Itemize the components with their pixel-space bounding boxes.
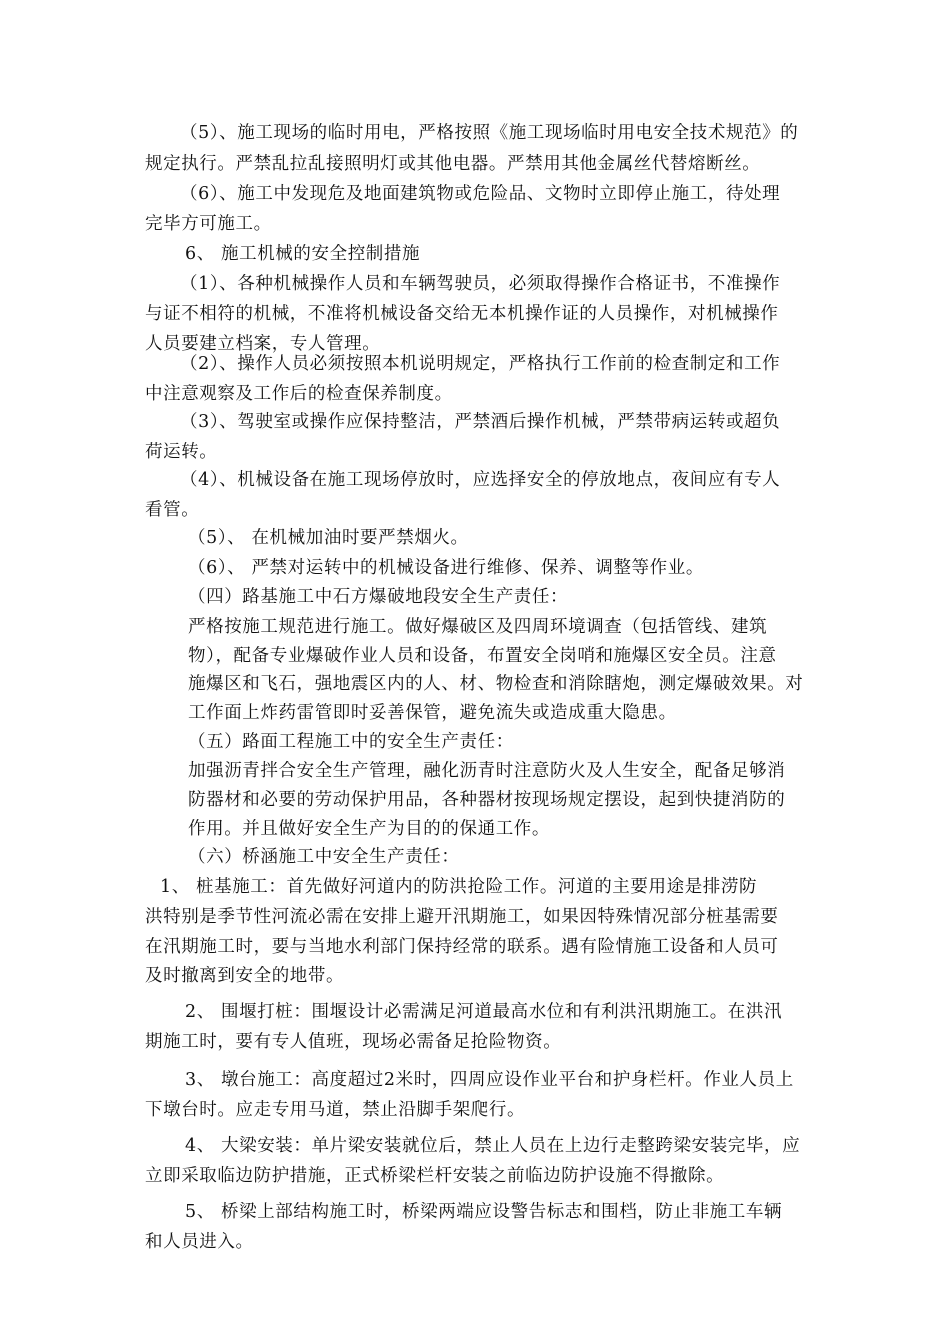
section-heading: （六）桥涵施工中安全生产责任： — [188, 847, 460, 867]
text-line: （3）、驾驶室或操作应保持整洁，严禁酒后操作机械，严禁带病运转或超负 — [180, 412, 781, 432]
text-line: 荷运转。 — [145, 442, 218, 462]
text-line: （1）、各种机械操作人员和车辆驾驶员，必须取得操作合格证书，不准操作 — [180, 274, 781, 294]
text-line: 4、 大梁安装：单片梁安装就位后，禁止人员在上边行走整跨梁安装完毕，应 — [185, 1136, 801, 1156]
text-line: 工作面上炸药雷管即时妥善保管，避免流失或造成重大隐患。 — [188, 703, 677, 723]
text-line: （6）、施工中发现危及地面建筑物或危险品、文物时立即停止施工，待处理 — [180, 184, 781, 204]
text-line: 与证不相符的机械，不准将机械设备交给无本机操作证的人员操作，对机械操作 — [145, 304, 779, 324]
section-heading: （五）路面工程施工中的安全生产责任： — [188, 732, 514, 752]
text-line: 严格按施工规范进行施工。做好爆破区及四周环境调查（包括管线、建筑 — [188, 617, 768, 637]
text-line: （5）、施工现场的临时用电，严格按照《施工现场临时用电安全技术规范》的 — [180, 123, 799, 143]
section-heading: （四）路基施工中石方爆破地段安全生产责任： — [188, 587, 569, 607]
text-line: 2、 围堰打桩：围堰设计必需满足河道最高水位和有利洪汛期施工。在洪汛 — [185, 1002, 783, 1022]
text-line: 3、 墩台施工：高度超过2米时，四周应设作业平台和护身栏杆。作业人员上 — [185, 1070, 794, 1090]
text-line: （5）、 在机械加油时要严禁烟火。 — [188, 528, 469, 548]
text-line: 下墩台时。应走专用马道，禁止沿脚手架爬行。 — [145, 1100, 526, 1120]
text-line: （2）、操作人员必须按照本机说明规定，严格执行工作前的检查制定和工作 — [180, 354, 781, 374]
text-line: 及时撤离到安全的地带。 — [145, 966, 345, 986]
text-line: 人员要建立档案，专人管理。 — [145, 334, 381, 354]
text-line: （6）、 严禁对运转中的机械设备进行维修、保养、调整等作业。 — [188, 558, 704, 578]
text-line: 5、 桥梁上部结构施工时，桥梁两端应设警告标志和围档，防止非施工车辆 — [185, 1202, 783, 1222]
text-line: 1、 桩基施工：首先做好河道内的防洪抢险工作。河道的主要用途是排涝防 — [160, 877, 758, 897]
text-line: 看管。 — [145, 500, 200, 520]
text-line: 在汛期施工时，要与当地水利部门保持经常的联系。遇有险情施工设备和人员可 — [145, 937, 779, 957]
text-line: 中注意观察及工作后的检查保养制度。 — [145, 384, 453, 404]
text-line: （4）、机械设备在施工现场停放时，应选择安全的停放地点，夜间应有专人 — [180, 470, 781, 490]
text-line: 洪特别是季节性河流必需在安排上避开汛期施工，如果因特殊情况部分桩基需要 — [145, 907, 779, 927]
text-line: 和人员进入。 — [145, 1232, 254, 1252]
text-line: 规定执行。严禁乱拉乱接照明灯或其他电器。严禁用其他金属丝代替熔断丝。 — [145, 154, 761, 174]
text-line: 防器材和必要的劳动保护用品，各种器材按现场规定摆设，起到快捷消防的 — [188, 790, 786, 810]
text-line: 作用。并且做好安全生产为目的的保通工作。 — [188, 819, 550, 839]
section-heading: 6、 施工机械的安全控制措施 — [185, 244, 421, 264]
text-line: 物），配备专业爆破作业人员和设备，布置安全岗哨和施爆区安全员。注意 — [188, 646, 777, 666]
text-line: 完毕方可施工。 — [145, 214, 272, 234]
text-line: 施爆区和飞石，强地震区内的人、材、物检查和消除瞎炮，测定爆破效果。对 — [188, 674, 804, 694]
text-line: 期施工时，要有专人值班，现场必需备足抢险物资。 — [145, 1032, 562, 1052]
text-line: 立即采取临边防护措施，正式桥梁栏杆安装之前临边防护设施不得撤除。 — [145, 1166, 725, 1186]
text-line: 加强沥青拌合安全生产管理，融化沥青时注意防火及人生安全，配备足够消 — [188, 761, 786, 781]
